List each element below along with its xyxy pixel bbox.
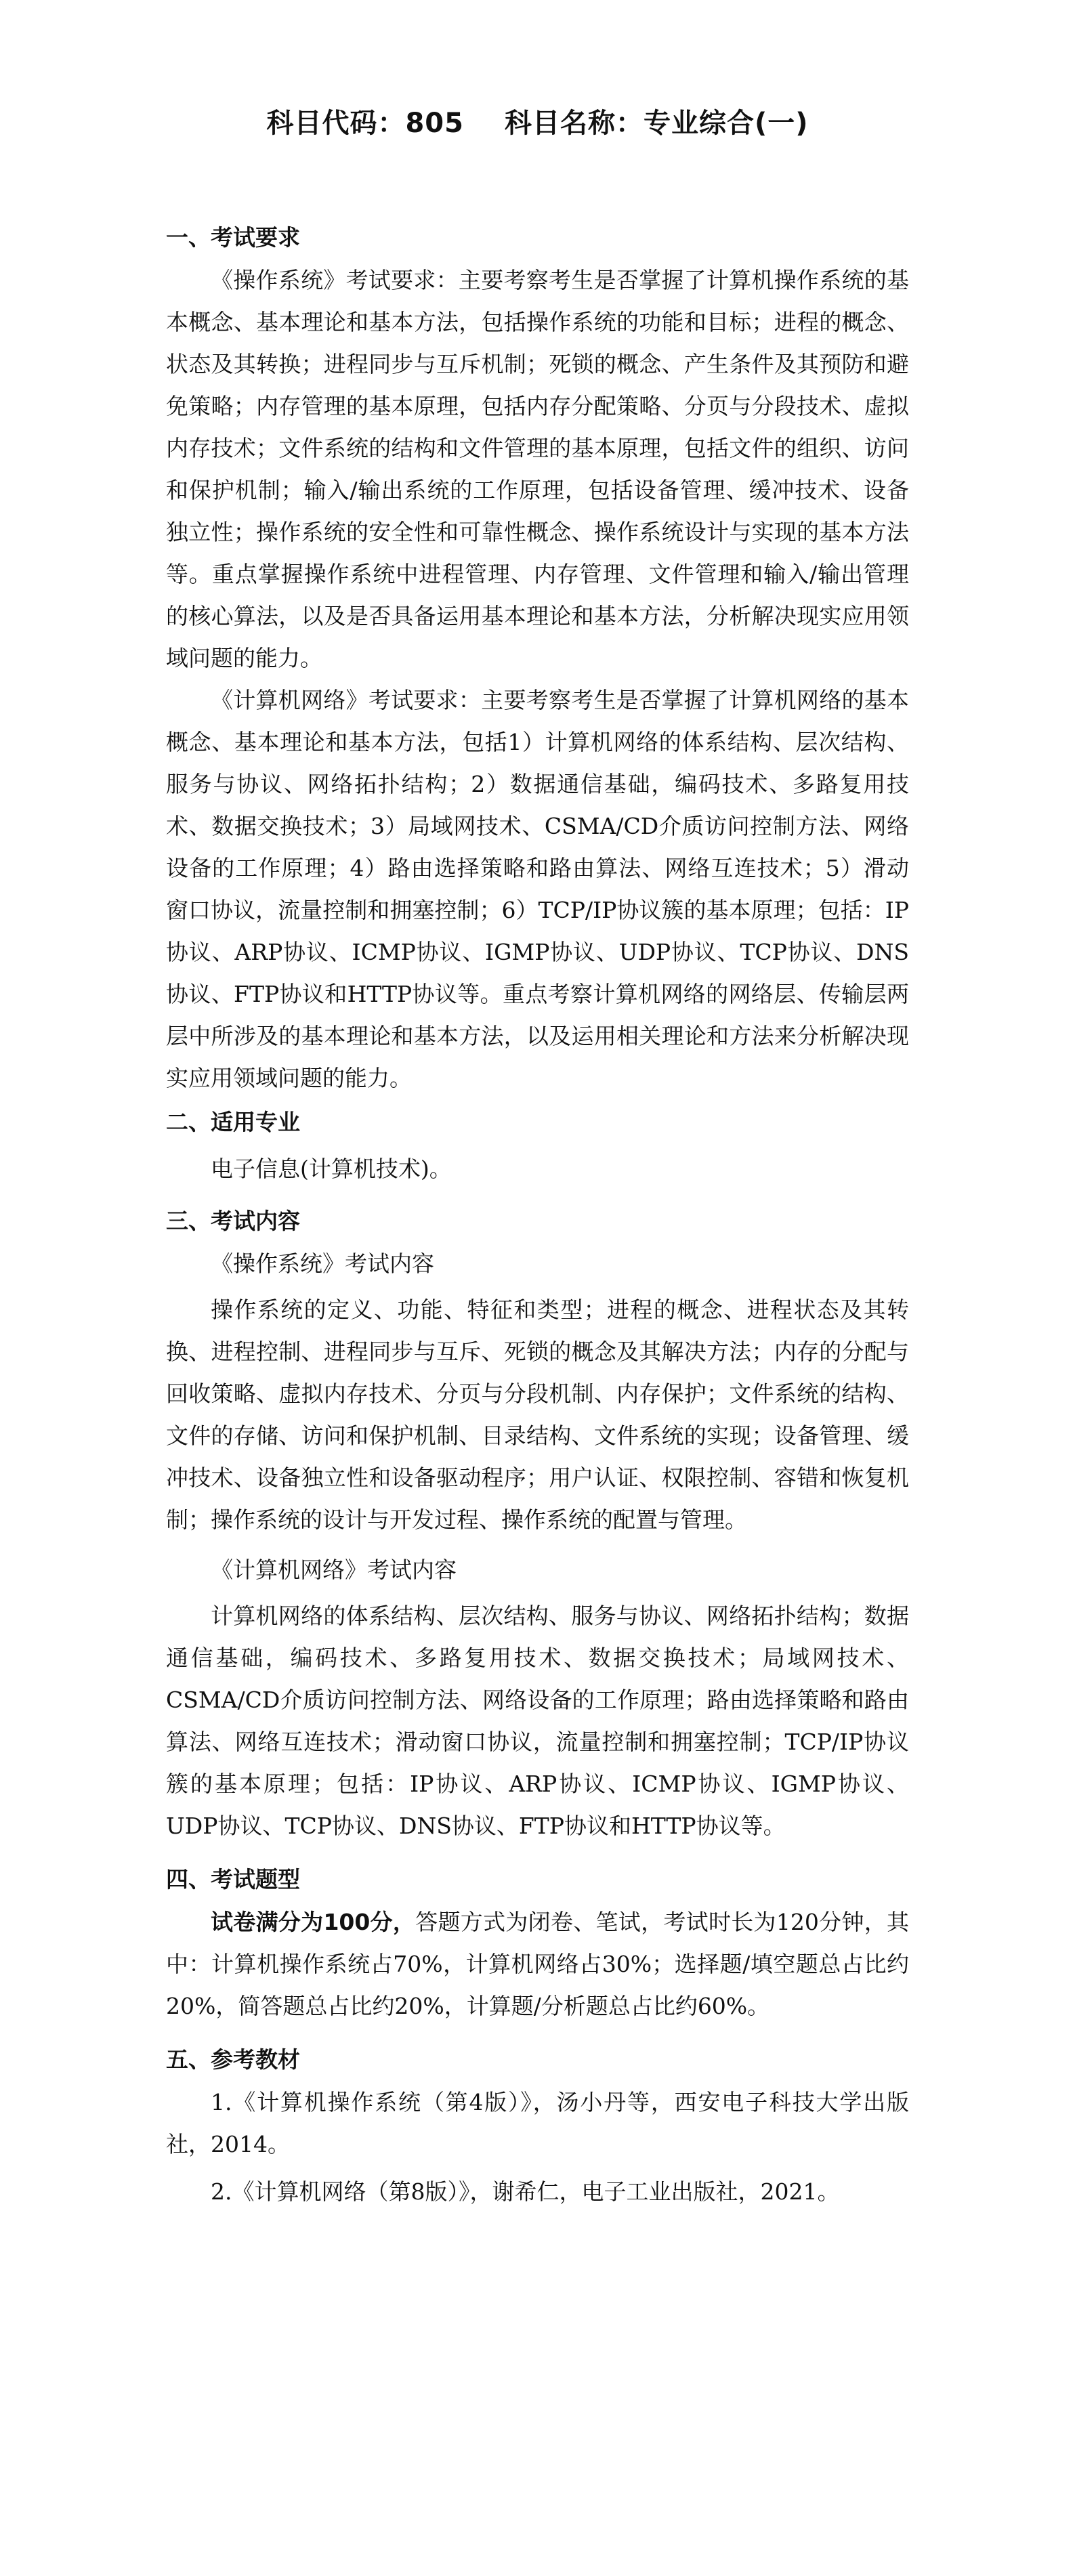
section-heading: 二、适用专业 [166,1109,300,1135]
section-applicable-majors [166,1101,909,1190]
reference-item: 2.《计算机网络（第8版）》，谢希仁，电子工业出版社，2021。 [211,2178,840,2205]
network-requirements-paragraph: 《计算机网络》考试要求：主要考察考生是否掌握了计算机网络的基本概念、基本理论和基本方法，包括1）计算机网络的体系结构、层次结构、服务与协议、网络拓扑结构；2）数据通信基础，编码技术、多路复用技术、数据交换技术；3）局域网技术、CSMA/CD介质访问控制方法、网络设备的工作原理；4）路由选择策略和路由算法、网络互连技术；5）滑动窗口协议，流量控制和拥塞控制；6）TCP/IP协议簇的基本原理；包括：IP协议、ARP协议、ICMP协议、IGMP协议、UDP协议、TCP协议、DNS协议、FTP协议和HTTP协议等。重点考察计算机网络的网络层、传输层两层中所涉及的基本理论和基本方法，以及运用相关理论和方法来分析解决现实应用领域问题的能力。 [166,687,909,1091]
section-question-types [166,1858,909,2027]
question-types-paragraph [166,1901,909,2027]
section-exam-requirements [166,216,909,1099]
section-heading: 四、考试题型 [166,1866,300,1893]
reference-item: 1.《计算机操作系统（第4版）》，汤小丹等，西安电子科技大学出版社，2014。 [166,2089,909,2157]
section-heading: 五、参考教材 [166,2046,300,2073]
section-heading: 一、考试要求 [166,224,300,251]
full-score-text: 试卷满分为100分， [211,1909,416,1935]
subject-name: 科目名称：专业综合(一) [504,108,809,139]
subject-code: 科目代码：805 [266,108,464,139]
section-heading: 三、考试内容 [166,1208,300,1234]
question-types-detail: 答题方式为闭卷、笔试，考试时长为120分钟，其中：计算机操作系统占70%，计算机网络占30%；选择题/填空题总占比约20%，简答题总占比约20%，计算题/分析题总占比约60%。 [166,1909,909,2019]
section-exam-content [166,1200,909,1847]
applicable-major-text: 电子信息(计算机技术)。 [211,1156,452,1182]
network-content-subheading: 《计算机网络》考试内容 [211,1557,457,1583]
os-content-subheading: 《操作系统》考试内容 [211,1250,434,1277]
os-content-paragraph: 操作系统的定义、功能、特征和类型；进程的概念、进程状态及其转换、进程控制、进程同步与互斥、死锁的概念及其解决方法；内存的分配与回收策略、虚拟内存技术、分页与分段机制、内存保护；文件系统的结构、文件的存储、访问和保护机制、目录结构、文件系统的实现；设备管理、缓冲技术、设备独立性和设备驱动程序；用户认证、权限控制、容错和恢复机制；操作系统的设计与开发过程、操作系统的配置与管理。 [166,1296,909,1533]
document-title [166,102,909,140]
section-reference-textbooks [166,2038,909,2213]
os-requirements-paragraph: 《操作系统》考试要求：主要考察考生是否掌握了计算机操作系统的基本概念、基本理论和基本方法，包括操作系统的功能和目标；进程的概念、状态及其转换；进程同步与互斥机制；死锁的概念、产生条件及其预防和避免策略；内存管理的基本原理，包括内存分配策略、分页与分段技术、虚拟内存技术；文件系统的结构和文件管理的基本原理，包括文件的组织、访问和保护机制；输入/输出系统的工作原理，包括设备管理、缓冲技术、设备独立性；操作系统的安全性和可靠性概念、操作系统设计与实现的基本方法等。重点掌握操作系统中进程管理、内存管理、文件管理和输入/输出管理的核心算法，以及是否具备运用基本理论和基本方法，分析解决现实应用领域问题的能力。 [166,267,909,671]
network-content-paragraph: 计算机网络的体系结构、层次结构、服务与协议、网络拓扑结构；数据通信基础，编码技术、多路复用技术、数据交换技术；局域网技术、CSMA/CD介质访问控制方法、网络设备的工作原理；路由选择策略和路由算法、网络互连技术；滑动窗口协议，流量控制和拥塞控制；TCP/IP协议簇的基本原理；包括：IP协议、ARP协议、ICMP协议、IGMP协议、UDP协议、TCP协议、DNS协议、FTP协议和HTTP协议等。 [166,1603,909,1839]
